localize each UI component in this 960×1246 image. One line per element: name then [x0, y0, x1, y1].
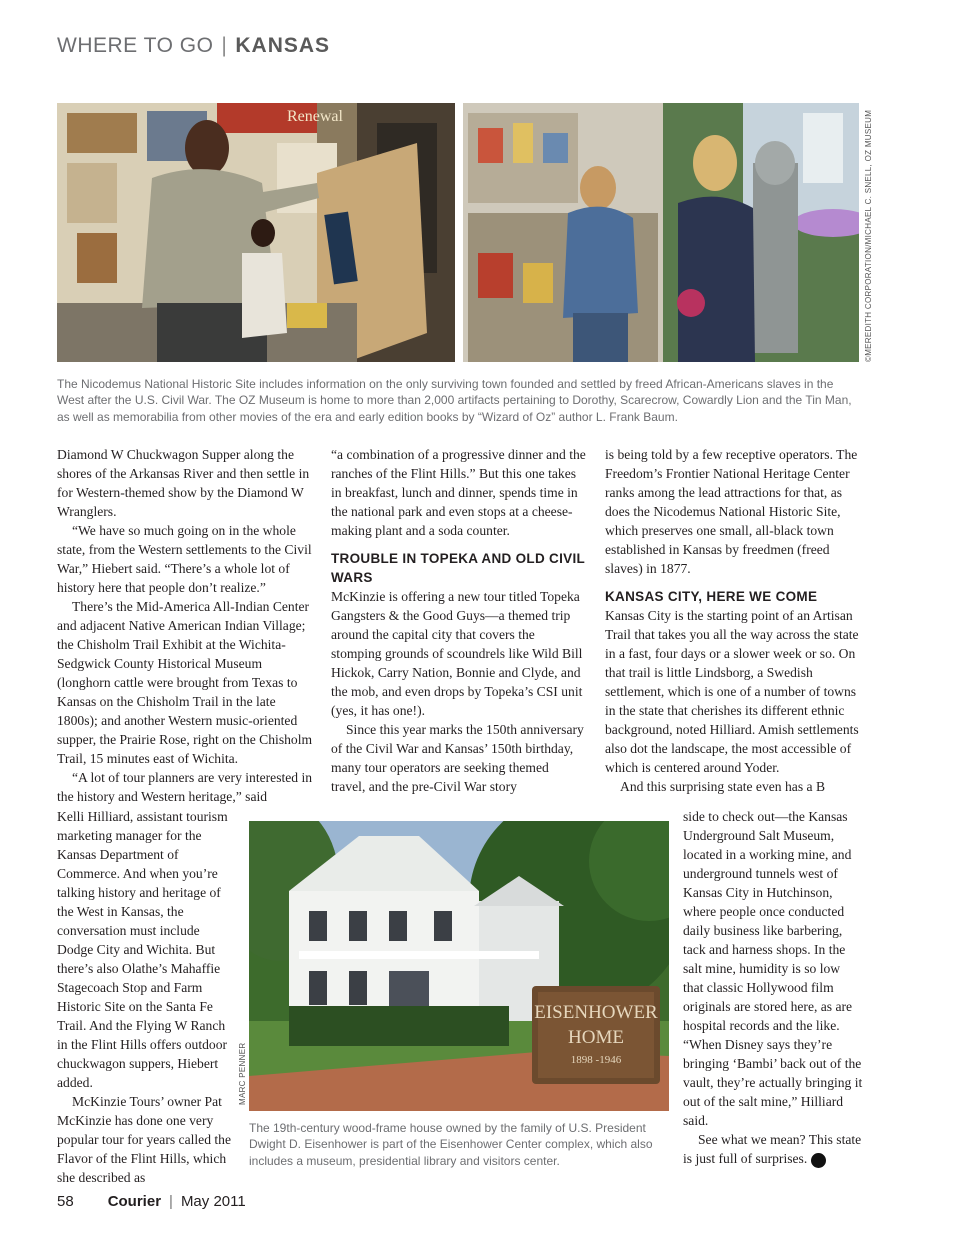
- col1-paragraph-5: McKinzie Tours’ owner Pat McKinzie has done one very popular tour for years called the Flavor of the Flint Hills, which she described as: [57, 1094, 232, 1185]
- header-separator: |: [221, 34, 228, 57]
- photo-eisenhower-home: [249, 821, 669, 1111]
- col3-paragraph-3: And this surprising state even has a B: [620, 779, 826, 794]
- section-header: [57, 34, 330, 58]
- oz-museum-illustration: [463, 103, 859, 362]
- col3-paragraph-1: is being told by a few receptive operators. The Freedom’s Frontier National Heritage Center ranks among the lead attractions for that, as does the Nicodemus National Historic Site, which preserves one small, all-black town established in Kansas by freedmen (freed slaves) in 1877.: [605, 447, 858, 576]
- col1-paragraph-3: There’s the Mid-America All-Indian Center and adjacent Native American Indian Village; the Chisholm Trail Exhibit at the Wichita-Sedgwick County Historical Museum (longhorn cattle were brought from Texas to Kansas on the Chisholm Trail in the late 1800s); and another Western music-oriented supper, the Prairie Rose, right on the Chisholm Trail, 15 minutes east of Wichita.: [57, 599, 313, 766]
- nicodemus-illustration: [57, 103, 455, 362]
- column-2: [331, 445, 586, 796]
- exhibit-sign: Renewal: [287, 108, 343, 125]
- photo-nicodemus: [57, 103, 455, 362]
- col1-paragraph-2: “We have so much going on in the whole state, from the Western settlements to the Civil War,” Hiebert said. “There’s a whole lot of history here that people don’t realize.”: [57, 523, 312, 595]
- magazine-name: Courier: [107, 1193, 162, 1210]
- column-3: [605, 445, 863, 796]
- column-1-narrow: [57, 807, 235, 1187]
- state-label: KANSAS: [235, 34, 331, 57]
- footer-separator: |: [169, 1193, 173, 1210]
- col1-paragraph-4-cont: Kelli Hilliard, assistant tourism marketing manager for the Kansas Department of Commerce. And when you’re talking history and heritage of the West in Kansas, the conversation must include Dodge City and Wichita. But there’s also Olathe’s Mahaffie Stagecoach Stop and Farm Historic Site on the Santa Fe Trail. And the Flying W Ranch in the Flint Hills offers outdoor chuckwagon suppers, Hiebert added.: [57, 809, 228, 1090]
- issue-date: May 2011: [180, 1193, 246, 1210]
- col2-heading: TROUBLE IN TOPEKA AND OLD CIVIL WARS: [331, 551, 585, 585]
- section-label: WHERE TO GO: [57, 34, 214, 57]
- house-photo-credit: MARC PENNER: [238, 1042, 247, 1105]
- sign-line-1: EISENHOWER: [534, 1002, 658, 1023]
- page-footer: [57, 1193, 246, 1210]
- col2-paragraph-3: Since this year marks the 150th anniversary of the Civil War and Kansas’ 150th birthday, many tour operators are seeking themed travel, and the pre-Civil War story: [331, 722, 584, 794]
- col2-paragraph-1: “a combination of a progressive dinner and the ranches of the Flint Hills.” But this one takes in breakfast, lunch and dinner, spends time in the national park and even stops at a cheese-making plant and a soda counter.: [331, 447, 586, 538]
- sign-line-3: 1898 -1946: [570, 1054, 622, 1066]
- top-photo-caption: The Nicodemus National Historic Site includes information on the only surviving town founded and settled by freed African-Americans slaves in the West after the U.S. Civil War. The OZ Museum is home to more than 2,000 artifacts pertaining to Dorothy, Scarecrow, Cowardly Lion and the Tin Man, as well as memorabilia from other movies of the era and early edition books by “Wizard of Oz” author L. Frank Baum.: [57, 377, 852, 424]
- column-3-narrow: [683, 807, 863, 1168]
- photo-oz-museum: [463, 103, 859, 362]
- col3-paragraph-3-cont: side to check out—the Kansas Underground Salt Museum, located in a working mine, and underground tunnels west of Kansas City in Hutchinson, where people once conducted daily business like barbering, tack and harness shops. In the salt mine, humidity is so low that classic Hollywood film originals are stored here, as are hospital records and the like. “When Disney says they’re bringing ‘Bambi’ back out of the vault, they’re actually bringing it out of the salt mine,” Hilliard said.: [683, 809, 863, 1128]
- col1-paragraph-4: “A lot of tour planners are very interested in the history and Western heritage,” said: [57, 770, 313, 804]
- col1-paragraph-1: Diamond W Chuckwagon Supper along the shores of the Arkansas River and then settle in for Western-themed show by the Diamond W Wranglers.: [57, 447, 310, 519]
- col3-paragraph-4: [683, 1130, 863, 1168]
- top-photo-credit: ©MEREDITH CORPORATION/MICHAEL C. SNELL, OZ MUSEUM: [864, 109, 873, 362]
- column-1: [57, 445, 315, 806]
- col3-paragraph-2: Kansas City is the starting point of an Artisan Trail that takes you all the way across the state in a fast, four days or a slower week or so. On that trail is little Lindsborg, a Swedish settlement, which is one of a number of towns in the state that cherishes its different ethnic background, noted Hilliard. Amish settlements also dot the landscape, the most accessible of which is centered around Yoder.: [605, 608, 859, 775]
- house-photo-caption: The 19th-century wood-frame house owned by the family of U.S. President Dwight D. Eisenhower is part of the Eisenhower Center complex, which also includes a museum, presidential library and visitors center.: [249, 1121, 653, 1168]
- end-mark-icon: C: [811, 1153, 826, 1168]
- col3-heading: KANSAS CITY, HERE WE COME: [605, 589, 818, 604]
- col3-paragraph-4-text: See what we mean? This state is just full of surprises.: [683, 1132, 862, 1166]
- col2-paragraph-2: McKinzie is offering a new tour titled Topeka Gangsters & the Good Guys—a themed trip around the capital city that covers the stomping grounds of scoundrels like Wild Bill Hickok, Carry Nation, Bonnie and Clyde, and the mob, and even drops by Topeka’s CSI unit (yes, it has one!).: [331, 589, 583, 718]
- sign-line-2: HOME: [568, 1027, 624, 1048]
- eisenhower-illustration: [249, 821, 669, 1111]
- page-number: 58: [57, 1193, 74, 1210]
